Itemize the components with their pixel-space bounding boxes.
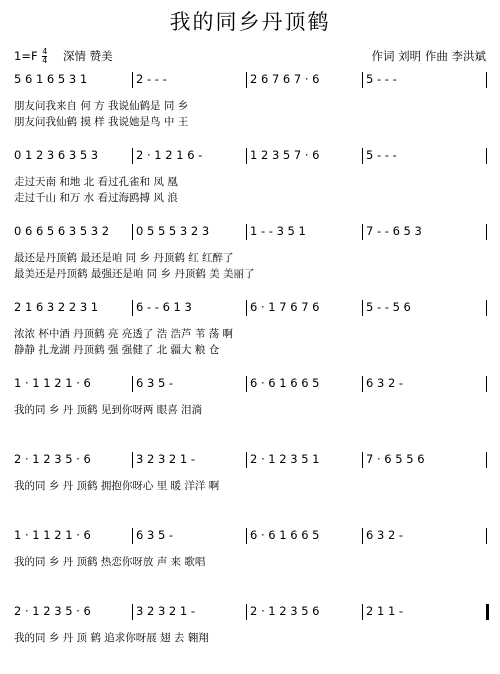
barline xyxy=(132,528,133,544)
barline xyxy=(486,376,487,392)
lyric-line: 浓浓 杯中酒 丹顶鹤 亮 亮透了 浩 浩芦 苇 荡 啊 xyxy=(14,328,234,340)
score-body xyxy=(14,62,490,670)
tempo-marking: 深情 赞美 xyxy=(62,49,113,63)
barline xyxy=(246,72,247,88)
barline xyxy=(132,224,133,240)
score-row xyxy=(14,366,490,442)
barline xyxy=(132,604,133,620)
credits: 作词 刘明 作曲 李洪斌 xyxy=(371,49,486,63)
measure: 6 · 6 1 6 6 5 xyxy=(250,528,320,542)
barline xyxy=(486,224,487,240)
measure: 1 · 1 1 2 1 · 6 xyxy=(14,376,91,390)
score-row xyxy=(14,290,490,366)
barline xyxy=(486,148,487,164)
lyric-line: 最美还是丹顶鹤 最强还是咱 同 乡 丹顶鹤 美 美丽了 xyxy=(14,268,255,280)
barline xyxy=(362,452,363,468)
barline xyxy=(246,376,247,392)
barline xyxy=(362,148,363,164)
measure: 2 · 1 2 3 5 6 xyxy=(250,604,320,618)
barline xyxy=(362,224,363,240)
measure: 0 1 2 3 6 3 5 3 xyxy=(14,148,99,162)
measure: 3 2 3 2 1 - xyxy=(136,604,196,618)
measure: 5 6 1 6 5 3 1 xyxy=(14,72,88,86)
measure: 6 3 2 - xyxy=(366,528,404,542)
measure: 7 · 6 5 5 6 xyxy=(366,452,425,466)
barline xyxy=(362,604,363,620)
barline xyxy=(132,148,133,164)
lyric-line: 静静 扎龙湖 丹顶鹤 强 强健了 北 疆大 粮 仓 xyxy=(14,344,220,356)
score-row xyxy=(14,518,490,594)
barline xyxy=(246,452,247,468)
lyric-line: 走过千山 和万 水 看过海鸥搏 风 浪 xyxy=(14,192,178,204)
measure: 5 - - - xyxy=(366,72,397,86)
barline xyxy=(246,528,247,544)
score-row xyxy=(14,594,490,670)
time-denominator: 4 xyxy=(42,56,48,65)
score-row xyxy=(14,442,490,518)
score-row xyxy=(14,214,490,290)
measure: 6 · 6 1 6 6 5 xyxy=(250,376,320,390)
measure: 0 6 6 5 6 3 5 3 2 xyxy=(14,224,110,238)
measure: 0 5 5 5 3 2 3 xyxy=(136,224,210,238)
measure: 1 2 3 5 7 · 6 xyxy=(250,148,320,162)
lyric-line: 走过天南 和地 北 看过孔雀和 凤 凰 xyxy=(14,176,178,188)
lyric-line: 最还是丹顶鹤 最还是咱 同 乡 丹顶鹤 红 红醉了 xyxy=(14,252,234,264)
barline xyxy=(362,376,363,392)
barline xyxy=(132,376,133,392)
measure: 7 - - 6 5 3 xyxy=(366,224,422,238)
lyric-line: 朋友问我仙鹤 摸 样 我说她是鸟 中 王 xyxy=(14,116,189,128)
lyric-line: 我的同 乡 丹 顶鹤 拥抱你呀心 里 暖 洋洋 啊 xyxy=(14,480,220,492)
measure: 2 1 1 - xyxy=(366,604,404,618)
measure: 6 3 5 - xyxy=(136,528,174,542)
final-barline xyxy=(486,604,489,620)
measure: 6 - - 6 1 3 xyxy=(136,300,192,314)
measure: 1 - - 3 5 1 xyxy=(250,224,306,238)
barline xyxy=(246,148,247,164)
measure: 2 · 1 2 3 5 · 6 xyxy=(14,604,91,618)
measure: 2 - - - xyxy=(136,72,167,86)
lyric-line: 朋友问我来自 何 方 我说仙鹤是 同 乡 xyxy=(14,100,189,112)
lyric-line: 我的同 乡 丹 顶 鹤 追求你呀展 翅 去 翱翔 xyxy=(14,632,209,644)
measure: 2 1 6 3 2 2 3 1 xyxy=(14,300,99,314)
score-row xyxy=(14,62,490,138)
measure: 6 3 5 - xyxy=(136,376,174,390)
barline xyxy=(362,72,363,88)
barline xyxy=(362,528,363,544)
measure: 2 · 1 2 1 6 - xyxy=(136,148,203,162)
key-label: 1=F xyxy=(14,49,38,63)
barline xyxy=(486,528,487,544)
measure: 3 2 3 2 1 - xyxy=(136,452,196,466)
barline xyxy=(246,300,247,316)
barline xyxy=(486,300,487,316)
measure: 6 · 1 7 6 7 6 xyxy=(250,300,320,314)
barline xyxy=(486,72,487,88)
barline xyxy=(362,300,363,316)
score-row xyxy=(14,138,490,214)
lyric-line: 我的同 乡 丹 顶鹤 热恋你呀放 声 来 歌唱 xyxy=(14,556,206,568)
barline xyxy=(246,604,247,620)
lyric-line: 我的同 乡 丹 顶鹤 见到你呀两 眼喜 泪淌 xyxy=(14,404,203,416)
barline xyxy=(486,452,487,468)
measure: 2 6 7 6 7 · 6 xyxy=(250,72,320,86)
measure: 5 - - 5 6 xyxy=(366,300,411,314)
barline xyxy=(132,300,133,316)
barline xyxy=(132,452,133,468)
measure: 1 · 1 1 2 1 · 6 xyxy=(14,528,91,542)
measure: 2 · 1 2 3 5 1 xyxy=(250,452,320,466)
barline xyxy=(132,72,133,88)
barline xyxy=(246,224,247,240)
measure: 2 · 1 2 3 5 · 6 xyxy=(14,452,91,466)
measure: 5 - - - xyxy=(366,148,397,162)
measure: 6 3 2 - xyxy=(366,376,404,390)
time-numerator: 4 xyxy=(42,47,48,56)
song-title: 我的同乡丹顶鹤 xyxy=(169,10,331,34)
